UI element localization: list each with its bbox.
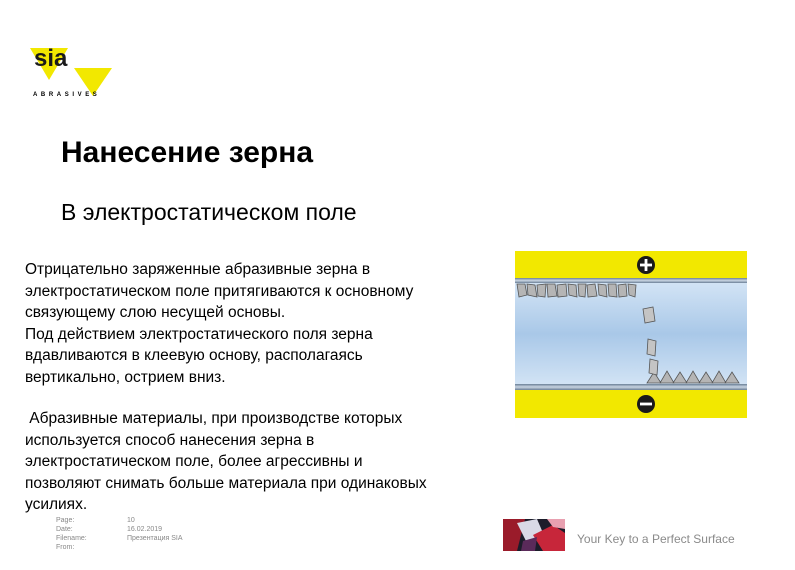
paragraph-line: Отрицательно заряженные абразивные зерна в (25, 261, 371, 278)
product-photo (503, 519, 565, 551)
meta-value-filename: Презентация SIA (127, 535, 183, 542)
top-plate (515, 251, 747, 278)
top-backing-bar (515, 278, 747, 283)
meta-label-from: From: (56, 544, 75, 551)
bottom-plate (515, 390, 747, 418)
paragraph-advantages (25, 408, 505, 516)
paragraph-line: электростатическом поле, более агрессивны и (25, 453, 363, 470)
meta-label-filename: Filename: (56, 535, 87, 542)
paragraph-line: Абразивные материалы, при производстве которых (25, 410, 403, 427)
paragraph-line: усилиях. (25, 496, 88, 513)
bottom-backing-bar (515, 384, 747, 390)
paragraph-line: Под действием электростатического поля зерна (25, 325, 373, 343)
paragraph-line: позволяют снимать больше материала при одинаковых (25, 474, 427, 492)
meta-value-page: 10 (127, 517, 135, 524)
logo-wordmark: sia (34, 45, 68, 72)
slide-subtitle: В электростатическом поле (61, 199, 357, 225)
logo-caption: ABRASIVES (33, 92, 101, 98)
slide-title: Нанесение зерна (61, 136, 314, 169)
meta-label-page: Page: (56, 517, 75, 524)
paragraph-line: электростатическом поле притягиваются к основному (25, 282, 414, 300)
meta-label-date: Date: (56, 526, 73, 533)
paragraph-line: используется способ нанесения зерна в (25, 431, 315, 449)
meta-value-date: 16.02.2019 (127, 526, 163, 533)
positive-pole-icon (637, 256, 655, 274)
paragraph-line: связующему слою несущей основы. (25, 304, 286, 321)
paragraph-line: вдавливаются в клеевую основу, располагаясь (25, 347, 363, 364)
tagline: Your Key to a Perfect Surface (577, 532, 735, 546)
paragraph-line: вертикально, острием вниз. (25, 368, 226, 386)
electrostatic-diagram (515, 251, 747, 418)
negative-pole-icon (637, 395, 655, 413)
paragraph-electrostatic (25, 259, 505, 388)
